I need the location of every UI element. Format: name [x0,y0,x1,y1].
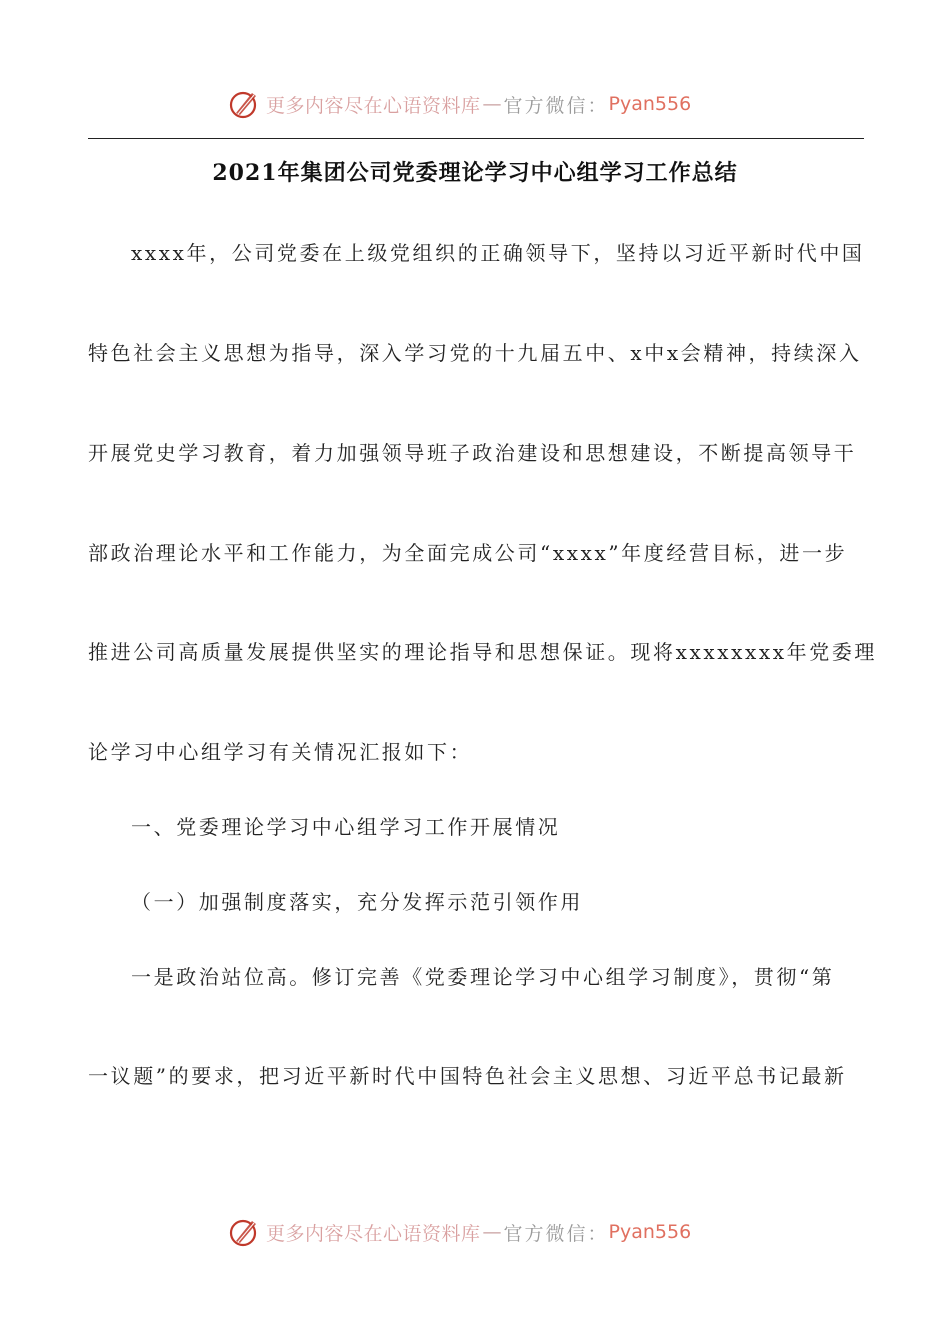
document-title: 2021年集团公司党委理论学习中心组学习工作总结 [212,160,738,186]
body-line: 推进公司高质量发展提供坚实的理论指导和思想保证。现将xxxxxxxx年党委理 [88,640,878,664]
body-line: 论学习中心组学习有关情况汇报如下： [88,740,473,764]
body-line: 特色社会主义思想为指导，深入学习党的十九届五中、x中x会精神，持续深入 [88,341,862,365]
watermark-official-label: 官方微信： [503,94,609,117]
quill-logo-icon [228,87,262,121]
body-line: 部政治理论水平和工作能力，为全面完成公司“xxxx”年度经营目标，进一步 [88,541,848,565]
body-line: 一是政治站位高。修订完善《党委理论学习中心组学习制度》，贯彻“第 [131,965,835,989]
watermark-promo-text: 更多内容尽在心语资料库 [266,1222,481,1245]
watermark-promo-text: 更多内容尽在心语资料库 [266,94,481,117]
watermark-official-label: 官方微信： [503,1222,609,1245]
body-line: 开展党史学习教育，着力加强领导班子政治建设和思想建设，不断提高领导干 [88,441,857,465]
quill-logo-icon [228,1215,262,1249]
header-divider [88,138,864,139]
footer-watermark [228,1212,691,1252]
section-heading: 一、党委理论学习中心组学习工作开展情况 [131,815,561,839]
header-watermark [228,84,691,124]
page-footer [0,1212,950,1252]
subsection-heading: （一）加强制度落实，充分发挥示范引领作用 [131,890,583,914]
watermark-dash: — [482,93,502,115]
body-line: xxxx年，公司党委在上级党组织的正确领导下，坚持以习近平新时代中国 [131,241,865,265]
page-header [0,84,950,124]
body-line: 一议题”的要求，把习近平新时代中国特色社会主义思想、习近平总书记最新 [88,1064,847,1088]
watermark-wechat-id: Pyan556 [608,1221,692,1243]
watermark-dash: — [482,1221,502,1243]
watermark-wechat-id: Pyan556 [608,93,692,115]
